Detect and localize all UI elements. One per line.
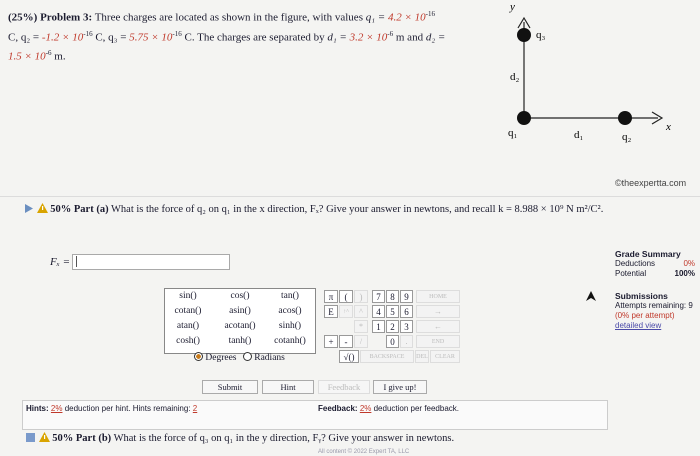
minus-key[interactable]: -	[339, 335, 353, 348]
watermark: ©theexpertta.com	[615, 178, 687, 188]
caret-key[interactable]: ^	[354, 305, 368, 318]
give-up-button[interactable]: I give up!	[373, 380, 427, 394]
d1-name: d₁ =	[327, 31, 347, 44]
y-axis-label: y	[510, 1, 515, 13]
acotan-key[interactable]: acotan()	[224, 321, 256, 331]
deductions-label: Deductions	[615, 259, 656, 268]
pi-key[interactable]: π	[324, 290, 338, 303]
acos-key[interactable]: acos()	[278, 306, 302, 316]
atan-key[interactable]: atan()	[176, 321, 200, 331]
digit-7[interactable]: 7	[372, 290, 385, 303]
part-a-question	[24, 203, 603, 215]
d2-value: 1.5 × 10	[8, 50, 46, 63]
cosh-key[interactable]: cosh()	[176, 336, 200, 346]
fx-label: Fₓ =	[50, 256, 71, 268]
charge-q1	[517, 111, 531, 125]
lparen-key[interactable]: (	[339, 290, 353, 303]
divide-key[interactable]: /	[354, 335, 368, 348]
asin-key[interactable]: asin()	[229, 306, 251, 316]
hints-pct: 2%	[50, 404, 63, 413]
submissions-title: Submissions	[615, 291, 668, 301]
feedback-info	[318, 404, 459, 413]
q3-value: 5.75 × 10	[129, 31, 173, 44]
problem-text-c: m and	[395, 31, 424, 44]
answer-input[interactable]	[72, 254, 230, 270]
attempts-remaining: Attempts remaining: 9	[615, 301, 693, 310]
digit-8[interactable]: 8	[386, 290, 399, 303]
hints-remaining: 2	[192, 404, 198, 413]
e-key[interactable]: E	[324, 305, 338, 318]
mouse-cursor-icon	[586, 291, 596, 303]
dot-key[interactable]: .	[400, 335, 413, 348]
d2-exp: -6	[45, 49, 52, 58]
tanh-key[interactable]: tanh()	[228, 336, 252, 346]
hints-label: Hints:	[26, 404, 49, 413]
rparen-key[interactable]: )	[354, 290, 368, 303]
problem-text-b: C. The charges are separated by	[184, 31, 325, 44]
q2-exp: -16	[83, 29, 93, 38]
q2-label: q₂	[622, 131, 632, 143]
problem-statement	[8, 6, 478, 65]
q2-value: -1.2 × 10	[41, 31, 84, 44]
d1-value: 3.2 × 10	[349, 31, 388, 44]
del-key[interactable]: DEL	[415, 350, 429, 363]
feedback-text: deduction per feedback.	[373, 404, 460, 413]
clear-key[interactable]: CLEAR	[430, 350, 460, 363]
multiply-key[interactable]: *	[354, 320, 368, 333]
q3-label: q₃	[536, 29, 546, 41]
problem-label: (25%) Problem 3:	[8, 11, 93, 24]
charge-diagram	[470, 0, 700, 200]
up-caret-key[interactable]: ↑^	[339, 305, 353, 318]
digit-0[interactable]: 0	[386, 335, 399, 348]
feedback-pct: 2%	[359, 404, 372, 413]
digit-3[interactable]: 3	[400, 320, 413, 333]
cotan-key[interactable]: cotan()	[174, 306, 202, 316]
text-caret	[76, 256, 77, 267]
backspace-key[interactable]: BACKSPACE	[360, 350, 414, 363]
part-b-percent: 50% Part (b)	[52, 433, 112, 444]
submissions-panel	[615, 291, 693, 331]
charge-q2	[618, 111, 632, 125]
arrow-right-key[interactable]: →	[416, 305, 460, 318]
copyright-footer: All content © 2022 Expert TA, LLC	[318, 449, 410, 455]
digit-1[interactable]: 1	[372, 320, 385, 333]
warning-icon	[37, 203, 48, 213]
cos-key[interactable]: cos()	[230, 291, 250, 301]
digit-9[interactable]: 9	[400, 290, 413, 303]
grade-title: Grade Summary	[615, 249, 681, 259]
hint-button[interactable]: Hint	[262, 380, 314, 394]
grade-summary	[615, 249, 695, 279]
q3-name: C, q₃ =	[95, 31, 127, 44]
sqrt-key[interactable]: √()	[339, 350, 359, 363]
part-a-percent: 50% Part (a)	[50, 204, 109, 215]
angle-mode	[194, 352, 285, 365]
part-b-text: What is the force of q₃ on q₁ in the y direction, Fᵧ? Give your answer in newtons.	[113, 433, 455, 444]
sin-key[interactable]: sin()	[179, 291, 197, 301]
warning-icon	[39, 432, 50, 442]
hints-text: deduction per hint. Hints remaining:	[64, 404, 191, 413]
expand-triangle-icon[interactable]	[24, 204, 34, 213]
part-b-status-icon	[26, 433, 36, 442]
digit-6[interactable]: 6	[400, 305, 413, 318]
hints-info	[26, 404, 197, 413]
part-b-question	[26, 432, 454, 444]
problem-text-d: m.	[54, 50, 66, 63]
detailed-view-link[interactable]: detailed view	[615, 321, 662, 330]
feedback-button[interactable]: Feedback	[318, 380, 370, 394]
degrees-radio[interactable]	[194, 352, 203, 361]
q1-label: q₁	[508, 127, 518, 139]
charge-q3	[517, 28, 531, 42]
feedback-label: Feedback:	[318, 404, 358, 413]
potential-value: 100%	[674, 269, 695, 278]
d1-exp: -6	[387, 29, 394, 38]
cotanh-key[interactable]: cotanh()	[274, 336, 306, 346]
d1-label: d₁	[574, 129, 584, 141]
part-a-text: What is the force of q₂ on q₁ in the x direction, Fₓ? Give your answer in newtons, and recall k = 8.988 × 10⁹ N m²/C².	[111, 204, 604, 215]
radians-label: Radians	[254, 353, 285, 363]
digit-4[interactable]: 4	[372, 305, 385, 318]
deductions-value: 0%	[683, 259, 695, 268]
problem-text-a: Three charges are located as shown in the figure, with values	[94, 11, 363, 24]
degrees-label: Degrees	[205, 353, 237, 363]
q1-value: 4.2 × 10	[387, 11, 426, 24]
potential-label: Potential	[615, 269, 647, 278]
arrow-left-key[interactable]: ←	[416, 320, 460, 333]
d2-label: d₂	[510, 71, 520, 83]
sinh-key[interactable]: sinh()	[278, 321, 302, 331]
end-key[interactable]: END	[416, 335, 460, 348]
divider	[0, 196, 700, 197]
q1-exp: -16	[425, 10, 435, 18]
q1-name: q₁ =	[365, 11, 386, 24]
home-key[interactable]: HOME	[416, 290, 460, 303]
d2-name: d₂ =	[425, 31, 446, 44]
q2-name: C, q₂ =	[8, 31, 40, 44]
digit-2[interactable]: 2	[386, 320, 399, 333]
tan-key[interactable]: tan()	[281, 291, 299, 301]
radians-radio[interactable]	[243, 352, 252, 361]
calculator	[164, 288, 462, 368]
per-attempt: (0% per attempt)	[615, 311, 675, 320]
plus-key[interactable]: +	[324, 335, 338, 348]
digit-5[interactable]: 5	[386, 305, 399, 318]
q3-exp: -16	[172, 29, 182, 38]
x-axis-label: x	[666, 121, 671, 133]
submit-button[interactable]: Submit	[202, 380, 258, 394]
